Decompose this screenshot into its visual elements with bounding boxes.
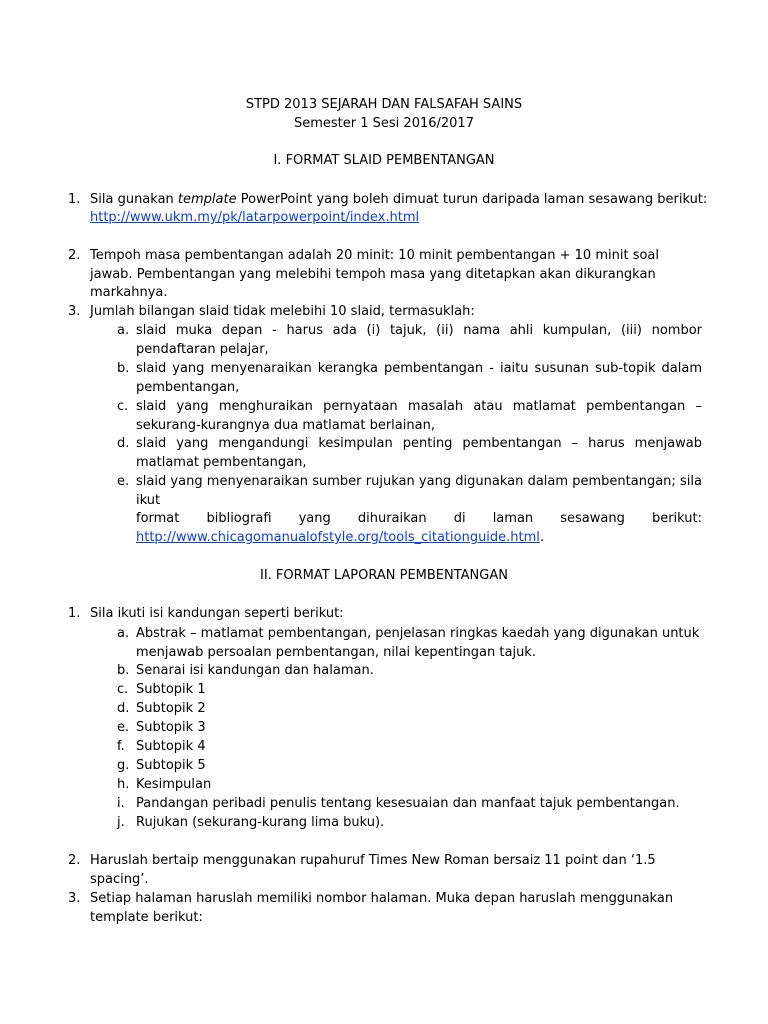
sub-item-text: Senarai isi kandungan dan halaman. [136,663,374,678]
text-line: Abstrak – matlamat pembentangan, penjelasan ringkas kaedah yang digunakan untuk [136,626,700,641]
link-line [90,209,702,228]
sub-item-text: Pandangan peribadi penulis tentang kesesuaian dan manfaat tajuk pembentangan. [136,796,680,811]
sub-item-letter: j. [117,815,125,830]
document-semester: Semester 1 Sesi 2016/2017 [294,116,474,131]
sub-item-letter: g. [117,758,130,773]
sub-item-text [136,625,702,662]
document-title: STPD 2013 SEJARAH DAN FALSAFAH SAINS [245,97,523,112]
sub-item-text: slaid yang menghuraikan pernyataan masalah atau matlamat pembentangan – sekurang-kurangnya dua matlamat berlainan, [136,399,702,433]
powerpoint-template-link[interactable]: http://www.ukm.my/pk/latarpowerpoint/index.html [90,210,420,225]
sub-item-text: Rujukan (sekurang-kurang lima buku). [136,815,385,830]
chicago-citation-link[interactable]: http://www.chicagomanualofstyle.org/tools_citationguide.html [136,530,540,546]
sub-item-text: slaid muka depan - harus ada (i) tajuk, (ii) nama ahli kumpulan, (iii) nombor pendaftaran pelajar, [136,323,702,357]
sub-item-text: Subtopik 1 [136,682,206,697]
sub-item-letter: a. [117,626,130,641]
text-line: format bibliografi yang dihuraikan di laman sesawang berikut: [136,511,702,527]
link-line [136,529,702,548]
sub-item-letter: i. [117,796,125,811]
text-line: menjawab persoalan pembentangan, nilai kepentingan tajuk. [136,644,536,660]
sub-item-letter: f. [117,739,125,754]
text-line: slaid yang menyenaraikan sumber rujukan yang digunakan dalam pembentangan; sila ikut [136,474,702,508]
list-item-text: Jumlah bilangan slaid tidak melebihi 10 slaid, termasuklah: [90,304,475,319]
list-number: 1. [68,606,81,621]
list-number: 1. [68,192,81,207]
sub-item-letter: c. [117,682,129,697]
list-item-text: Setiap halaman haruslah memiliki nombor halaman. Muka depan haruslah menggunakan template berikut: [90,891,674,925]
sub-item-letter: c. [117,399,129,414]
sub-item-text: slaid yang menyenaraikan kerangka pembentangan - iaitu susunan sub-topik dalam pembentangan, [136,361,702,395]
sub-item-text [136,473,702,548]
sub-item-text: Subtopik 4 [136,739,206,754]
italic-term: template [177,192,237,207]
list-item-text [90,191,708,210]
sub-item-letter: a. [117,323,130,338]
sub-item-letter: h. [117,777,130,792]
section-heading-slides: I. FORMAT SLAID PEMBENTANGAN [273,153,495,168]
list-number: 3. [68,891,81,906]
sub-item-text: Subtopik 3 [136,720,206,735]
sub-item-letter: e. [117,720,130,735]
list-number: 3. [68,304,81,319]
sub-item-text: slaid yang mengandungi kesimpulan penting pembentangan – harus menjawab matlamat pembentangan, [136,436,702,470]
text-fragment: Sila gunakan [90,192,178,207]
list-number: 2. [68,248,81,263]
sub-item-text: Kesimpulan [136,777,212,792]
sub-item-text: Subtopik 2 [136,701,206,716]
sub-item-letter: d. [117,436,130,451]
list-number: 2. [68,853,81,868]
text-fragment: PowerPoint yang boleh dimuat turun daripada laman sesawang berikut: [236,192,708,207]
text-fragment: . [539,530,545,546]
sub-item-letter: e. [117,474,130,489]
section-heading-report: II. FORMAT LAPORAN PEMBENTANGAN [260,568,508,583]
sub-item-letter: b. [117,663,130,678]
sub-item-letter: d. [117,701,130,716]
sub-item-text: Subtopik 5 [136,758,206,773]
list-item-text: Haruslah bertaip menggunakan rupahuruf Times New Roman bersaiz 11 point dan ‘1.5 spacing’. [90,853,656,887]
sub-item-letter: b. [117,361,130,376]
list-item-text: Sila ikuti isi kandungan seperti berikut: [90,606,344,621]
list-item-text: Tempoh masa pembentangan adalah 20 minit: 10 minit pembentangan + 10 minit soal jawab. Pembentangan yang melebihi tempoh masa yang ditetapkan akan dikurangkan markahnya. [90,248,659,301]
